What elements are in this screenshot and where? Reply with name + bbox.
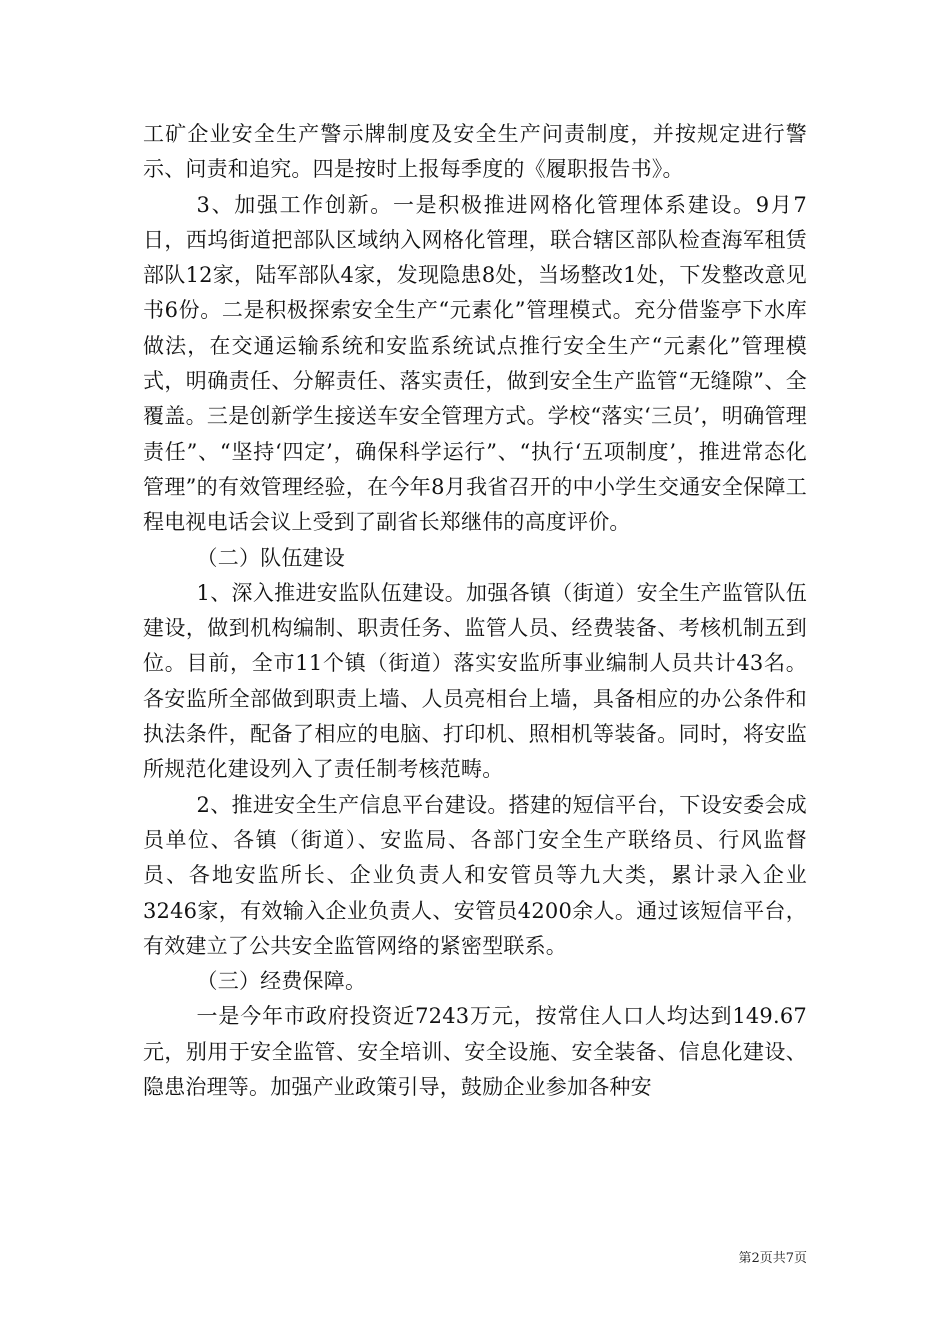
paragraph-work-innovation: 3、加强工作创新。一是积极推进网格化管理体系建设。9月7日，西坞街道把部队区域纳入网格化管理，联合辖区部队检查海军租赁部队12家，陆军部队4家，发现隐患8处，当场整改1处，下发整改意见书6份。二是积极探索安全生产“元素化”管理模式。充分借鉴亭下水库做法，在交通运输系统和安监系统试点推行安全生产“元素化”管理模式，明确责任、分解责任、落实责任，做到安全生产监管“无缝隙”、全覆盖。三是创新学生接送车安全管理方式。学校“落实‘三员’，明确管理责任”、“坚持‘四定’，确保科学运行”、“执行‘五项制度’，推进常态化管理”的有效管理经验，在今年8月我省召开的中小学生交通安全保障工程电视电话会议上受到了副省长郑继伟的高度评价。 — [143, 192, 807, 535]
paragraph-funding: 一是今年市政府投资近7243万元，按常住人口人均达到149.67元，别用于安全监管、安全培训、安全设施、安全装备、信息化建设、隐患治理等。加强产业政策引导，鼓励企业参加各种安 — [143, 1004, 807, 1100]
section-heading-funding: （三）经费保障。 — [196, 969, 367, 994]
paragraph-team-building: 1、深入推进安监队伍建设。加强各镇（街道）安全生产监管队伍建设，做到机构编制、职责任务、监管人员、经费装备、考核机制五到位。目前，全市11个镇（街道）落实安监所事业编制人员共计43名。各安监所全部做到职责上墙、人员亮相台上墙，具备相应的办公条件和执法条件，配备了相应的电脑、打印机、照相机等装备。同时，将安监所规范化建设列入了责任制考核范畴。 — [143, 580, 807, 782]
paragraph-continuation: 工矿企业安全生产警示牌制度及安全生产问责制度，并按规定进行警示、问责和追究。四是按时上报每季度的《履职报告书》。 — [143, 122, 807, 182]
page-number: 第2页共7页 — [738, 1251, 807, 1266]
section-heading-team-building: （二）队伍建设 — [196, 545, 345, 570]
document-body — [143, 117, 807, 1105]
paragraph-info-platform: 2、推进安全生产信息平台建设。搭建的短信平台，下设安委会成员单位、各镇（街道）、安监局、各部门安全生产联络员、行风监督员、各地安监所长、企业负责人和安管员等九大类，累计录入企业3246家，有效输入企业负责人、安管员4200余人。通过该短信平台，有效建立了公共安全监管网络的紧密型联系。 — [143, 792, 807, 958]
